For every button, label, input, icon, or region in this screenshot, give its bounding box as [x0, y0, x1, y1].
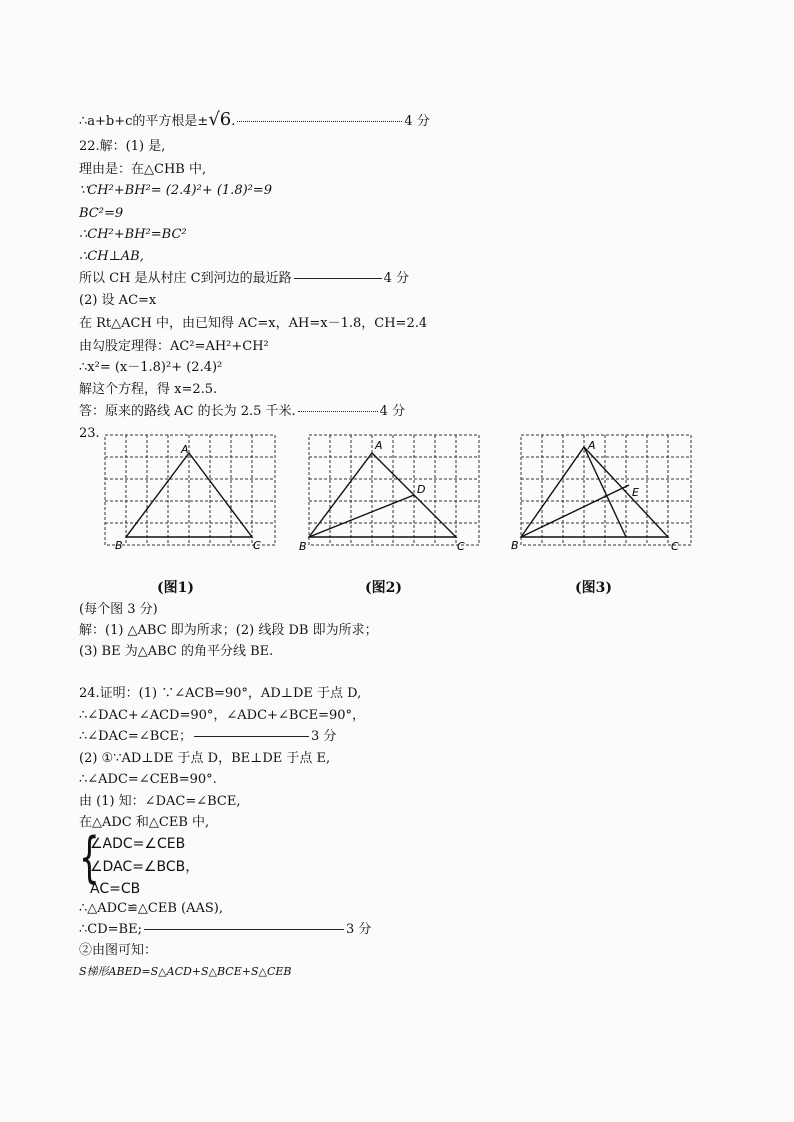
figure-2: [299, 433, 487, 553]
line-23: ∴∠ADC=∠CEB=90°.: [79, 772, 217, 787]
line-2: 22.解：(1) 是,: [79, 139, 166, 154]
line-27: [79, 922, 371, 938]
text: 所以 CH 是从村庄 C到河边的最近路: [79, 271, 292, 286]
line-1: [79, 109, 430, 130]
line-26: ∴△ADC≌△CEB (AAS),: [79, 901, 223, 916]
score: 4 分: [404, 114, 430, 129]
dash-leader: [194, 736, 309, 737]
point-c: C: [457, 540, 465, 553]
system-line-1: ∠ADC=∠CEB: [90, 836, 186, 852]
line-12: ∴x²= (x－1.8)²+ (2.4)²: [79, 360, 223, 375]
point-e: E: [632, 486, 639, 499]
system-brace: {: [79, 826, 100, 889]
line-8: [79, 271, 409, 287]
line-4: ∵CH²+BH²= (2.4)²+ (1.8)²=9: [79, 183, 273, 198]
line-15: 23.: [79, 426, 100, 441]
point-a: A: [375, 439, 383, 452]
line-13: 解这个方程，得 x=2.5.: [79, 382, 218, 397]
point-c: C: [671, 540, 679, 553]
line-29: S梯形ABED=S△ACD+S△BCE+S△CEB: [79, 965, 292, 978]
line-16: (每个图 3 分): [79, 602, 158, 617]
sqrt-six: √6: [208, 109, 232, 130]
text: ∴CD=BE;: [79, 922, 142, 937]
line-17: 解：(1) △ABC 即为所求；(2) 线段 DB 即为所求；: [79, 623, 378, 638]
line-19: 24.证明：(1) ∵∠ACB=90°，AD⊥DE 于点 D,: [79, 686, 362, 701]
caption-figure-3: (图3): [575, 580, 612, 596]
point-c: C: [253, 539, 261, 552]
point-b: B: [299, 540, 307, 553]
score: 4 分: [379, 404, 406, 419]
point-d: D: [417, 483, 426, 496]
line-21: [79, 729, 336, 745]
score: 4 分: [383, 271, 410, 286]
dash-leader: [144, 929, 344, 930]
caption-figure-1: (图1): [157, 580, 194, 596]
system-line-3: AC=CB: [90, 881, 141, 897]
line-5: BC²=9: [79, 206, 124, 221]
text: ∴a+b+c的平方根是±: [79, 114, 209, 129]
dash-leader: [294, 278, 382, 279]
point-b: B: [511, 539, 519, 552]
dotted-leader: [237, 121, 402, 122]
point-a: A: [181, 443, 189, 456]
system-line-2: ∠DAC=∠BCB，: [90, 859, 200, 875]
line-3: 理由是：在△CHB 中,: [79, 162, 207, 177]
line-7: ∴CH⊥AB,: [79, 249, 144, 264]
line-22: (2) ①∵AD⊥DE 于点 D，BE⊥DE 于点 E,: [79, 751, 331, 766]
dotted-leader: [298, 411, 378, 412]
score: 3 分: [310, 729, 337, 744]
figure-3: [511, 433, 700, 553]
text: .: [231, 114, 236, 129]
point-a: A: [588, 439, 596, 452]
caption-figure-2: (图2): [365, 580, 402, 596]
line-20: ∴∠DAC+∠ACD=90°，∠ADC+∠BCE=90°，: [79, 708, 365, 723]
text: 答：原来的路线 AC 的长为 2.5 千米.: [79, 404, 296, 419]
line-28: ②由图可知：: [79, 943, 158, 958]
line-11: 由勾股定理得：AC²=AH²+CH²: [79, 339, 269, 354]
line-9: (2) 设 AC=x: [79, 293, 157, 308]
line-25: 在△ADC 和△CEB 中,: [79, 815, 210, 830]
text: ∴∠DAC=∠BCE；: [79, 729, 192, 744]
line-6: ∴CH²+BH²=BC²: [79, 227, 187, 242]
point-b: B: [115, 539, 123, 552]
line-14: [79, 404, 405, 420]
line-24: 由 (1) 知：∠DAC=∠BCE,: [79, 794, 241, 809]
line-10: 在 Rt△ACH 中，由已知得 AC=x，AH=x－1.8，CH=2.4: [79, 316, 428, 331]
line-18: (3) BE 为△ABC 的角平分线 BE.: [79, 644, 274, 659]
score: 3 分: [345, 922, 372, 937]
figure-1: [103, 433, 283, 553]
